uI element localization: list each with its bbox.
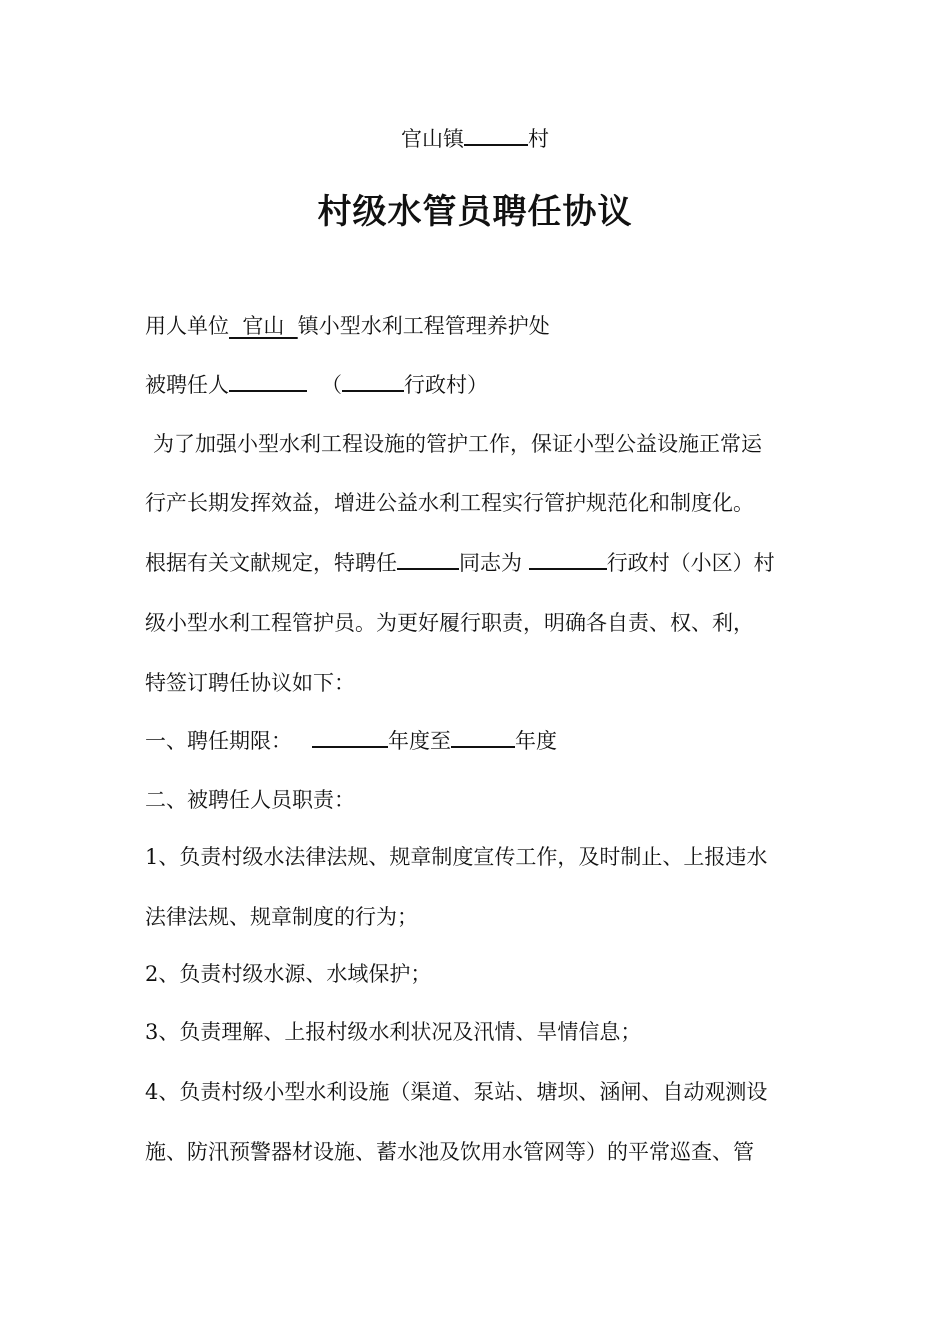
term-line: [145, 726, 815, 755]
duty-4-line-1: 4、负责村级小型水利设施（渠道、泵站、塘坝、涵闸、自动观测设: [145, 1080, 768, 1104]
village-suffix: 村: [528, 127, 549, 151]
term-mid: 年度至: [388, 729, 451, 753]
header-line: [0, 124, 950, 153]
employee-label: 被聘任人: [145, 373, 229, 397]
body-line-2: 行产长期发挥效益，增进公益水利工程实行管护规范化和制度化。: [145, 491, 754, 515]
employee-name-blank: [229, 370, 307, 392]
village-name-blank: [342, 370, 404, 392]
employer-suffix: 镇小型水利工程管理养护处: [297, 314, 550, 338]
duty-4-line-2: 施、防汛预警器材设施、蓄水池及饮用水管网等）的平常巡查、管: [145, 1140, 754, 1164]
body-line-3-part-c: 行政村（小区）村: [606, 551, 775, 575]
town-name: 官山镇: [401, 127, 464, 151]
body-line-3: [145, 548, 815, 577]
body-line-3-part-a: 根据有关文献规定，特聘任: [145, 551, 397, 575]
employer-label: 用人单位: [145, 314, 229, 338]
term-label: 一、聘任期限：: [145, 729, 292, 753]
body-line-5: 特签订聘任协议如下：: [145, 671, 355, 695]
duties-heading: 二、被聘任人员职责：: [145, 788, 355, 812]
admin-village-blank: [529, 548, 607, 570]
duty-2: 2、负责村级水源、水域保护；: [145, 962, 432, 986]
employer-line: [145, 312, 815, 340]
paren-open: （: [321, 373, 342, 397]
body-line-3-part-b: 同志为: [459, 551, 529, 575]
paren-suffix: 行政村）: [404, 373, 488, 397]
term-start-blank: [312, 726, 388, 748]
term-end: 年度: [515, 729, 557, 753]
term-end-blank: [451, 726, 515, 748]
body-line-1: 为了加强小型水利工程设施的管护工作，保证小型公益设施正常运: [153, 432, 762, 456]
employee-line: [145, 370, 815, 399]
appointee-blank: [397, 548, 459, 570]
duty-3: 3、负责理解、上报村级水利状况及汛情、旱情信息；: [145, 1020, 642, 1044]
body-line-4: 级小型水利工程管护员。为更好履行职责，明确各自责、权、利，: [145, 611, 754, 635]
duty-1-line-2: 法律法规、规章制度的行为；: [145, 905, 418, 929]
employer-value: 官山: [229, 314, 298, 338]
duty-1-line-1: 1、负责村级水法律法规、规章制度宣传工作，及时制止、上报违水: [145, 845, 768, 869]
document-title: 村级水管员聘任协议: [317, 192, 633, 232]
village-blank: [464, 124, 528, 146]
